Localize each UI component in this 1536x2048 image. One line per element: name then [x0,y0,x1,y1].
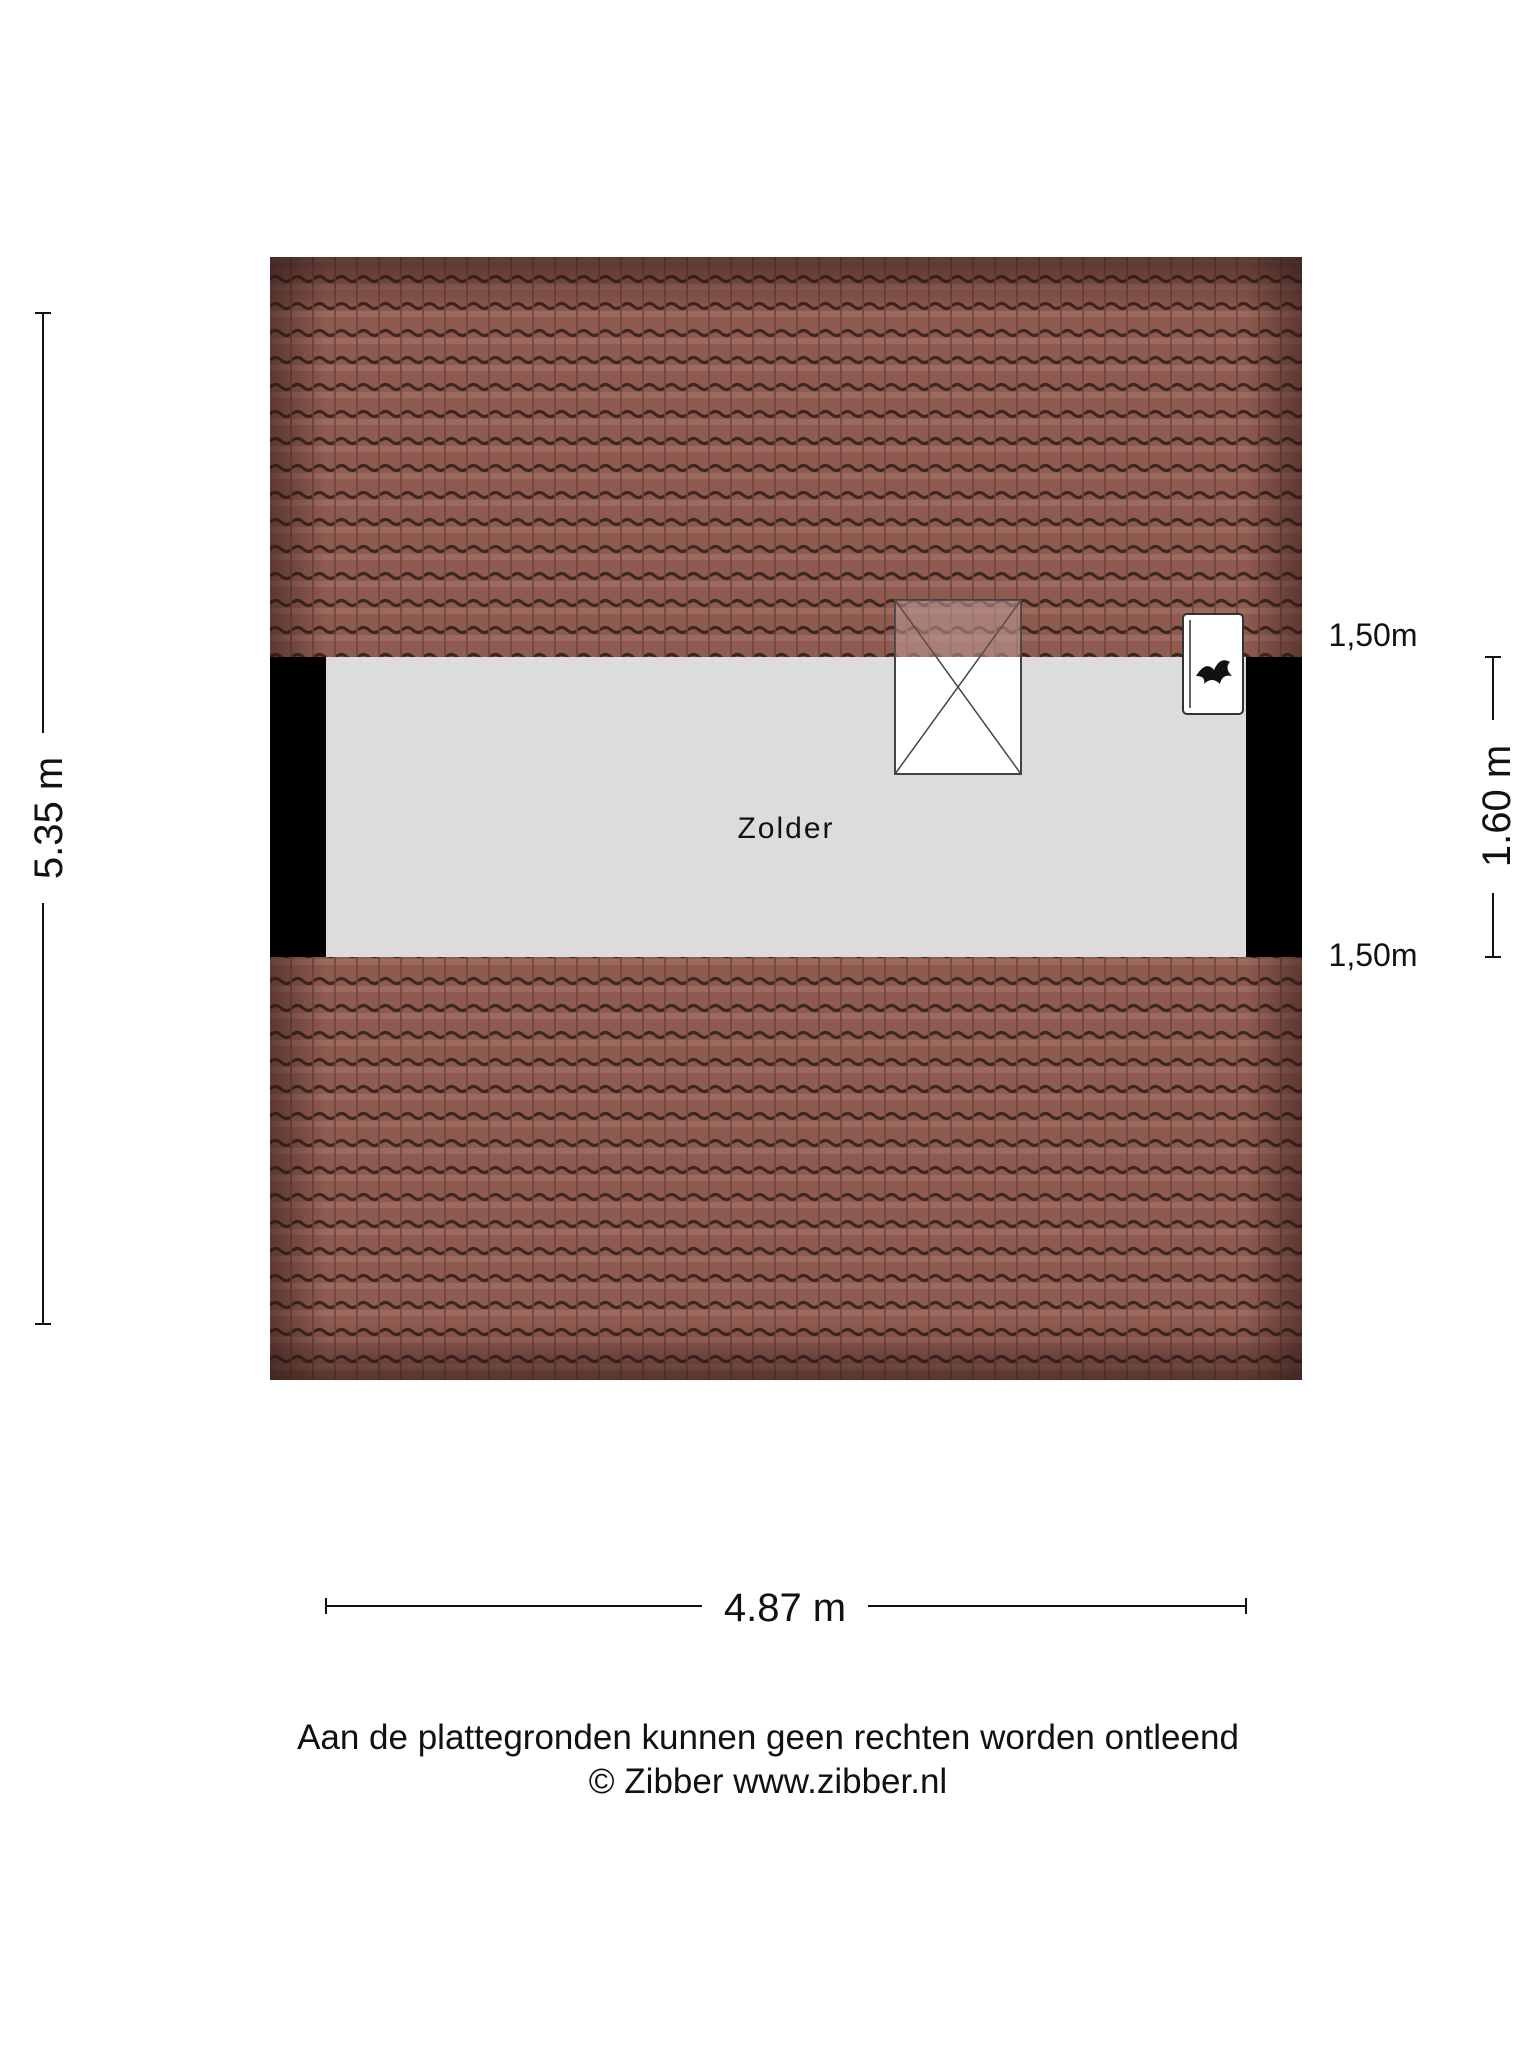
roof-window [895,600,1021,774]
copyright-text: © Zibber www.zibber.nl [588,1762,948,1801]
height-dimension [27,313,71,1324]
roof-upper [270,257,1302,657]
right-wall [1246,657,1302,957]
boiler-unit [1183,614,1243,714]
knee-height-bottom: 1,50m [1328,937,1418,973]
width-label: 4.87 m [723,1586,847,1630]
left-wall [270,657,326,957]
side-label: 1.60 m [1475,744,1519,868]
attic-floor [326,657,1246,957]
knee-height-top: 1,50m [1328,617,1418,653]
room-label: Zolder [737,812,835,845]
side-dimension [1475,657,1519,957]
height-label: 5.35 m [27,756,71,880]
width-dimension [326,1586,1246,1630]
disclaimer-text: Aan de plattegronden kunnen geen rechten worden ontleend [297,1718,1239,1757]
roof-lower [270,957,1302,1380]
